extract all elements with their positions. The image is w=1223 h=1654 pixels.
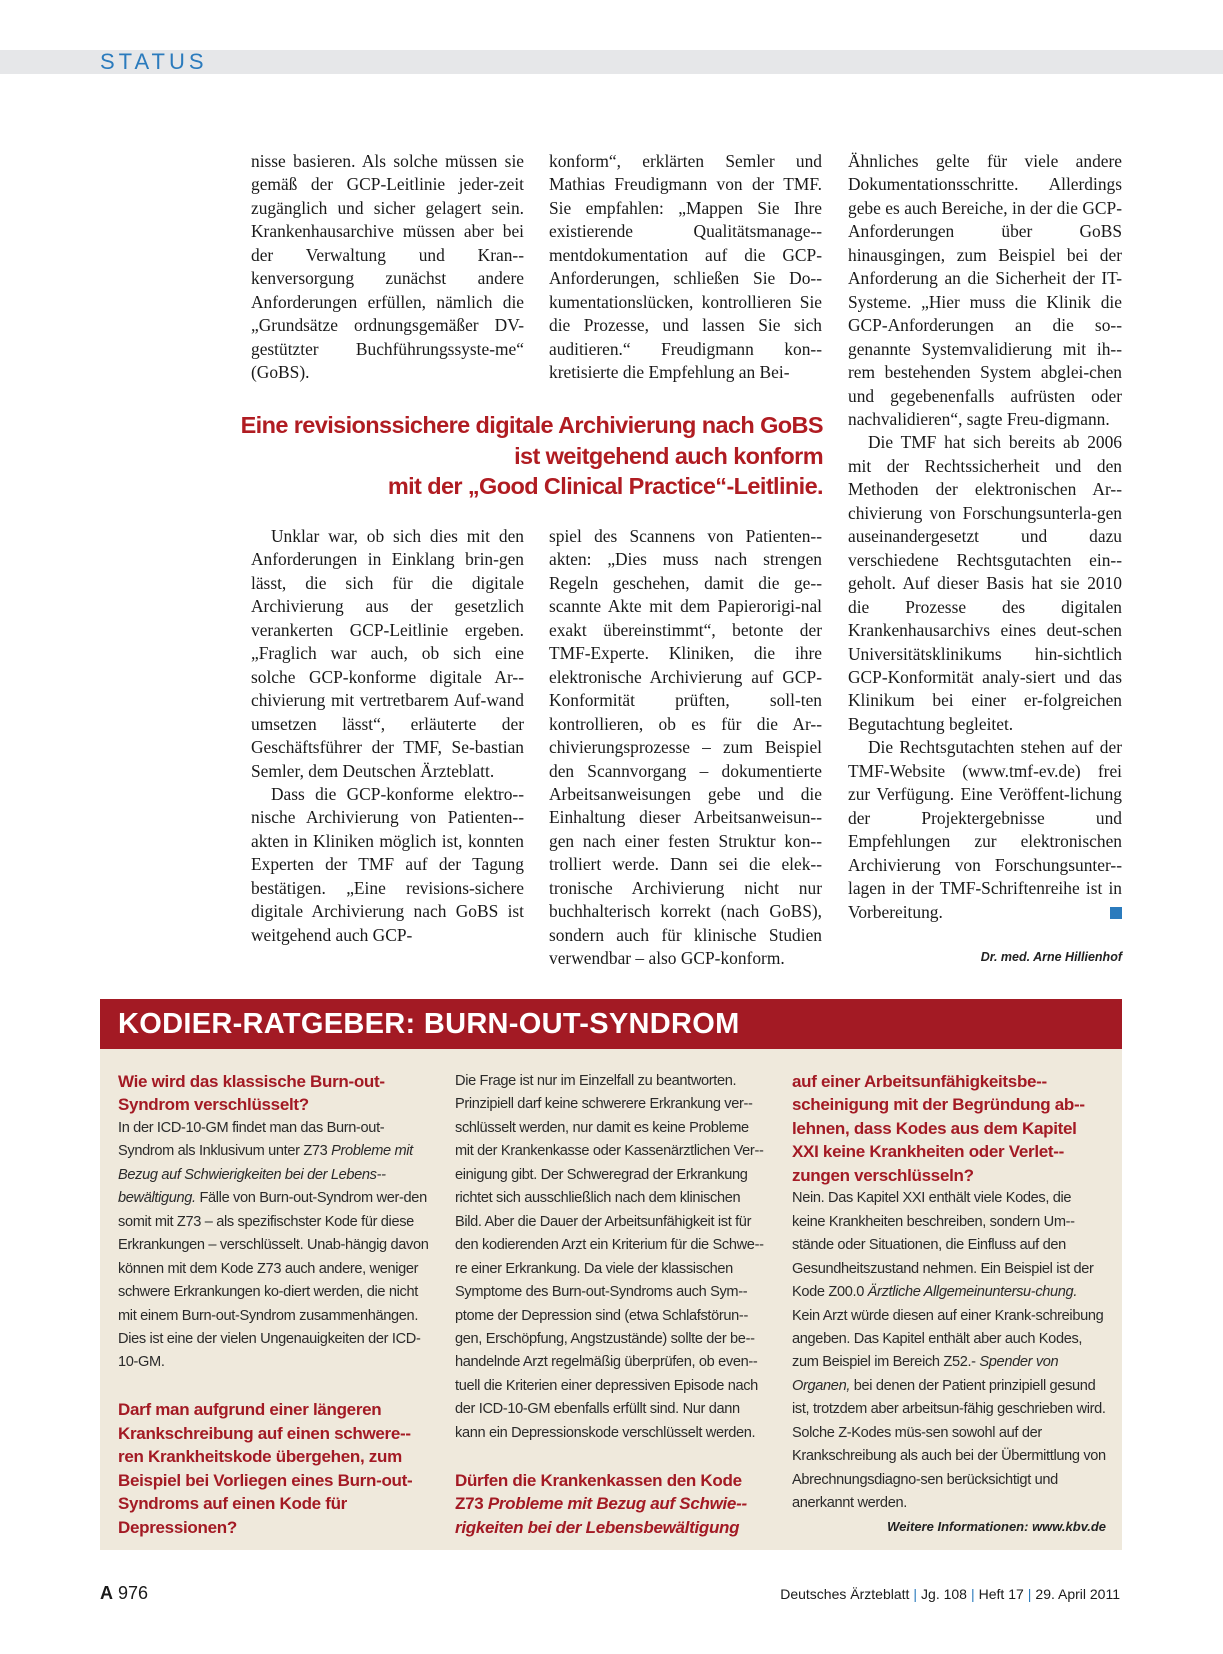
article-column-2-bottom bbox=[549, 525, 822, 971]
question-heading: auf einer Arbeitsunfähigkeitsbe-scheinigung mit der Begründung ab-lehnen, dass Kodes aus dem Kapitel XXI keine Krankheiten oder Verlet-zungen verschlüsseln? bbox=[792, 1072, 1085, 1185]
info-box-column-2 bbox=[455, 1070, 765, 1539]
answer-text-emphasis: Probleme mit Bezug auf Schwierigkeiten bei der Lebens-bewältigung. bbox=[118, 1143, 413, 1207]
separator: | bbox=[1027, 1586, 1032, 1602]
paragraph: nisse basieren. Als solche müssen sie gemäß der GCP-Leitlinie jeder-zeit zugänglich und sicher gelagert sein. Krankenhausarchive müssen aber bei der Verwaltung und Kran-kenversorgung zunächst andere Anforderungen erfüllen, nämlich die „Grundsätze ordnungsgemäßer DV-gestützter Buchführungssyste-me“ (GoBS). bbox=[251, 151, 524, 383]
article-column-2-top bbox=[549, 150, 822, 385]
paragraph-text: Die Rechtsgutachten stehen auf der TMF-Website (www.tmf-ev.de) frei zur Verfügung. Eine Veröffent-lichung der Projektergebnisse und Empfehlungen zur elektronischen Archivierung von Forschungsunter-lagen in der TMF-Schriftenreihe ist in Vorbereitung. bbox=[848, 737, 1122, 922]
journal-date: 29. April 2011 bbox=[1035, 1586, 1120, 1602]
info-box-column-3 bbox=[792, 1070, 1106, 1516]
pull-quote bbox=[205, 410, 823, 502]
paragraph: konform“, erklärten Semler und Mathias Freudigmann von der TMF. Sie empfahlen: „Mappen Sie Ihre existierende Qualitätsmanage-mentdokumentation auf die GCP-Anforderungen, schließen Sie Do-kumentationslücken, kontrollieren Sie die Prozesse, und lassen Sie sich auditieren.“ Freudigmann kon-kretisierte die Empfehlung an Bei- bbox=[549, 151, 822, 383]
journal-name: Deutsches Ärzteblatt bbox=[780, 1586, 910, 1602]
paragraph: spiel des Scannens von Patienten-akten: „Dies muss nach strengen Regeln geschehen, damit die ge-scannte Akte mit dem Papierorigi-nal exakt übereinstimmt“, betonte der TMF-Experte. Kliniken, die ihre elektronische Archivierung auf GCP-Konformität prüften, soll-ten kontrollieren, ob es für die Ar-chivierungsprozesse – zum Beispiel den Scannvorgang – dokumentierte Arbeitsanweisungen gebe und die Einhaltung dieser Arbeitsanweisun-gen nach einer festen Struktur kon-trolliert werde. Dann sei die elek-tronische Archivierung nicht nur buchhalterisch korrekt (nach GoBS), sondern auch für klinische Studien verwendbar – also GCP-konform. bbox=[549, 526, 822, 969]
author-byline: Dr. med. Arne Hillienhof bbox=[980, 950, 1122, 964]
info-box-column-1 bbox=[118, 1070, 430, 1539]
answer-text-part: Kein Arzt würde diesen auf einer Krank-schreibung angeben. Das Kapitel enthält aber auch Kodes, zum Beispiel im Bereich Z52.- bbox=[792, 1307, 1104, 1371]
separator: | bbox=[913, 1586, 918, 1602]
journal-volume: Jg. 108 bbox=[921, 1586, 967, 1602]
more-info-link[interactable]: Weitere Informationen: www.kbv.de bbox=[887, 1519, 1106, 1534]
paragraph: Ähnliches gelte für viele andere Dokumentationsschritte. Allerdings gebe es auch Bereiche, in der die GCP-Anforderungen über GoBS hinausgingen, zum Beispiel bei der Anforderung an die Sicherheit der IT-Systeme. „Hier muss die Klinik die GCP-Anforderungen an die so-genannte Systemvalidierung mit ih-rem bestehenden System abglei-chen und gegebenenfalls aufrüsten oder nachvalidieren“, sagte Freu-digmann. bbox=[848, 151, 1122, 429]
article-column-1-top bbox=[251, 150, 524, 385]
question-heading bbox=[455, 1469, 765, 1539]
answer-text-part: Nein. Das Kapitel XXI enthält viele Kodes, die keine Krankheiten beschreiben, sondern Um-stände oder Situationen, die Einfluss auf den Gesundheitszustand nehmen. Ein Beispiel ist der Kode Z00.0 bbox=[792, 1190, 1094, 1301]
pull-quote-line: mit der „Good Clinical Practice“-Leitlinie. bbox=[387, 473, 823, 499]
end-mark-icon bbox=[1110, 907, 1122, 919]
separator: | bbox=[970, 1586, 975, 1602]
answer-text bbox=[792, 1187, 1106, 1515]
paragraph: Dass die GCP-konforme elektro-nische Archivierung von Patienten-akten in Kliniken möglich ist, konnten Experten der TMF auf der Tagung bestätigen. „Eine revisions-sichere digitale Archivierung nach GoBS ist weitgehend auch GCP- bbox=[251, 783, 524, 945]
pull-quote-line: Eine revisionssichere digitale Archivierung nach GoBS bbox=[240, 412, 823, 438]
paragraph: Die TMF hat sich bereits ab 2006 mit der Rechtssicherheit und den Methoden der elektronischen Ar-chivierung von Forschungsunterla-gen auseinandergesetzt und dazu verschiedene Rechtsgutachten ein-geholt. Auf dieser Basis hat sie 2010 die Prozesse des digitalen Krankenhausarchivs eines deut-schen Universitätsklinikums hin-sichtlich GCP-Konformität analy-siert und das Klinikum bei einer er-folgreichen Begutachtung begleitet. bbox=[848, 432, 1122, 734]
pull-quote-line: ist weitgehend auch konform bbox=[514, 442, 823, 469]
page-prefix: A bbox=[100, 1583, 113, 1603]
question-text-part: Dürfen die Krankenkassen den Kode Z73 bbox=[455, 1470, 742, 1514]
answer-text-part: Fälle von Burn-out-Syndrom wer-den somit mit Z73 – als spezifischster Kode für diese Erkrankungen – verschlüsselt. Unab-hängig davon können mit dem Kode Z73 auch andere, weniger schwere Erkrankungen ko-diert werden, die nicht mit einem Burn-out-Syndrom zusammenhängen. Dies ist eine der vielen Ungenauigkeiten der ICD-10-GM. bbox=[118, 1190, 429, 1371]
info-box-title-bar bbox=[100, 999, 1122, 1049]
page-number-value: 976 bbox=[118, 1583, 149, 1603]
question-heading: Wie wird das klassische Burn-out-Syndrom verschlüsselt? bbox=[118, 1072, 385, 1115]
question-heading: Darf man aufgrund einer längeren Krankschreibung auf einen schwere-ren Krankheitskode übergehen, zum Beispiel bei Vorliegen eines Burn-out-Syndroms auf einen Kode für Depressionen? bbox=[118, 1400, 413, 1537]
paragraph: Unklar war, ob sich dies mit den Anforderungen in Einklang brin-gen lässt, die sich für die digitale Archivierung aus der gesetzlich verankerten GCP-Leitlinie ergeben. „Fraglich war auch, ob sich eine solche GCP-konforme digitale Ar-chivierung mit vertretbarem Auf-wand umsetzen lässt“, erläuterte der Geschäftsführer der TMF, Se-bastian Semler, dem Deutschen Ärzteblatt. bbox=[251, 526, 524, 781]
answer-text-emphasis: Spender von Organen, bbox=[792, 1354, 1059, 1394]
info-box-title: KODIER-RATGEBER: BURN-OUT-SYNDROM bbox=[118, 1008, 740, 1040]
section-label: STATUS bbox=[100, 49, 208, 74]
paragraph bbox=[848, 736, 1122, 924]
page-number bbox=[100, 1583, 148, 1604]
question-text-emphasis: Probleme mit Bezug auf Schwie-rigkeiten bei der Lebensbewältigung bbox=[455, 1494, 748, 1537]
answer-text bbox=[118, 1117, 430, 1375]
journal-footer bbox=[700, 1586, 1120, 1602]
article-column-1-bottom bbox=[251, 525, 524, 947]
journal-issue: Heft 17 bbox=[978, 1586, 1024, 1602]
answer-text-emphasis: Ärztliche Allgemeinuntersu-chung. bbox=[867, 1284, 1078, 1301]
answer-text: Die Frage ist nur im Einzelfall zu beantworten. Prinzipiell darf keine schwerere Erkrankung ver-schlüsselt werden, nur damit es keine Probleme mit der Krankenkasse oder Kassenärztlichen Ver-einigung gibt. Der Schweregrad der Erkrankung richtet sich ausschließlich nach dem klinischen Bild. Aber die Dauer der Arbeitsunfähigkeit ist für den kodierenden Arzt ein Kriterium für die Schwe-re einer Erkrankung. Da viele der klassischen Symptome des Burn-out-Syndroms auch Sym-ptome der Depression sind (etwa Schlafstörun-gen, Erschöpfung, Angstzustände) sollte der be-handelnde Arzt regelmäßig überprüfen, ob even-tuell die Kriterien einer depressiven Episode nach der ICD-10-GM ebenfalls erfüllt sind. Nur dann kann ein Depressionskode verschlüsselt werden. bbox=[455, 1073, 764, 1441]
answer-text-part: In der ICD-10-GM findet man das Burn-out-Syndrom als Inklusivum unter Z73 bbox=[118, 1119, 385, 1160]
answer-text-part: bei denen der Patient prinzipiell gesund ist, trotzdem aber arbeitsun-fähig geschrieben wird. Solche Z-Kodes müs-sen sowohl auf der Krankschreibung als auch bei der Übermittlung von Abrechnungsdiagno-sen berücksichtigt und anerkannt werden. bbox=[792, 1377, 1106, 1512]
article-column-3 bbox=[848, 150, 1122, 924]
